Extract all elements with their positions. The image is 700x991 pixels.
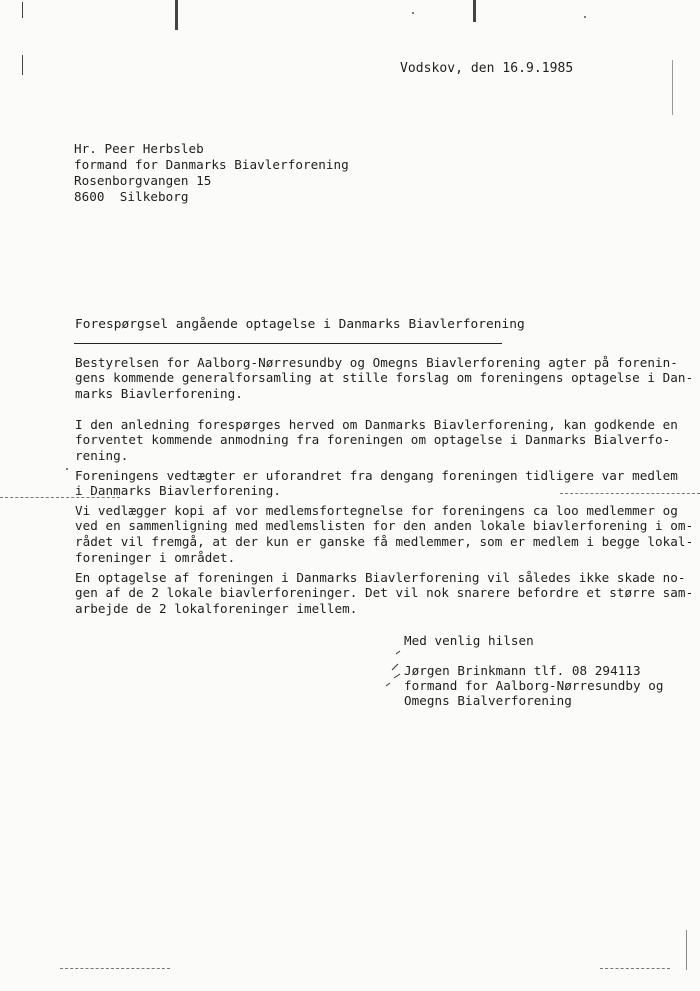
body-line: Bestyrelsen for Aalborg-Nørresundby og Omegns Biavlerforening agter på forenin- [75, 355, 678, 370]
body-line: I den anledning forespørges herved om Danmarks Biavlerforening, kan godkende en [75, 417, 678, 432]
closing-greeting: Med venlig hilsen [404, 633, 534, 648]
body-line: foreninger i området. [75, 550, 236, 565]
body-line: forventet kommende anmodning fra foreningen om optagelse i Danmarks Bialverfo- [75, 432, 671, 447]
scan-speck [412, 12, 414, 14]
body-line: gens kommende generalforsamling at stille forslag om foreningens optagelse i Dan- [75, 370, 694, 385]
scan-mark [175, 0, 178, 30]
scan-dash [560, 493, 700, 495]
recipient-line: Hr. Peer Herbsleb [74, 141, 204, 156]
letter-subject: Forespørgsel angående optagelse i Danmarks Biavlerforening [75, 317, 525, 332]
recipient-line: 8600 Silkeborg [74, 189, 189, 204]
body-line: marks Biavlerforening. [75, 386, 243, 401]
recipient-line: Rosenborgvangen 15 [74, 173, 212, 188]
body-line: rening. [75, 448, 129, 463]
body-line: gen af de 2 lokale biavlerforeninger. Det vil nok snarere befordre et større sam- [75, 585, 694, 600]
scan-dash [600, 968, 670, 970]
recipient-line: formand for Danmarks Biavlerforening [74, 157, 349, 172]
body-line: i Danmarks Biavlerforening. [75, 483, 282, 498]
letter-date: Vodskov, den 16.9.1985 [400, 61, 574, 76]
signature-line: Jørgen Brinkmann tlf. 08 294113 [404, 663, 641, 678]
scan-dash [60, 968, 170, 970]
scan-mark [22, 55, 23, 75]
signature-line: formand for Aalborg-Nørresundby og [404, 678, 664, 693]
scan-mark [22, 2, 23, 18]
body-line: Foreningens vedtægter er uforandret fra dengang foreningen tidligere var medlem [75, 468, 678, 483]
signature-line: Omegns Bialverforening [404, 693, 572, 708]
body-line: Vi vedlægger kopi af vor medlemsfortegnelse for foreningens ca loo medlemmer og [75, 503, 678, 518]
subject-underline [74, 343, 502, 344]
scan-speck [584, 16, 586, 18]
scan-speck [66, 468, 68, 470]
body-line: arbejde de 2 lokalforeninger imellem. [75, 601, 358, 616]
body-line: En optagelse af foreningen i Danmarks Biavlerforening vil således ikke skade no- [75, 570, 686, 585]
scan-mark [672, 60, 673, 115]
scan-mark [473, 0, 476, 22]
body-line: rådet vil fremgå, at der kun er ganske få medlemmer, som er medlem i begge lokal- [75, 534, 694, 549]
body-line: ved en sammenligning med medlemslisten for den anden lokale biavlerforening i om- [75, 518, 694, 533]
scan-mark [686, 930, 687, 970]
